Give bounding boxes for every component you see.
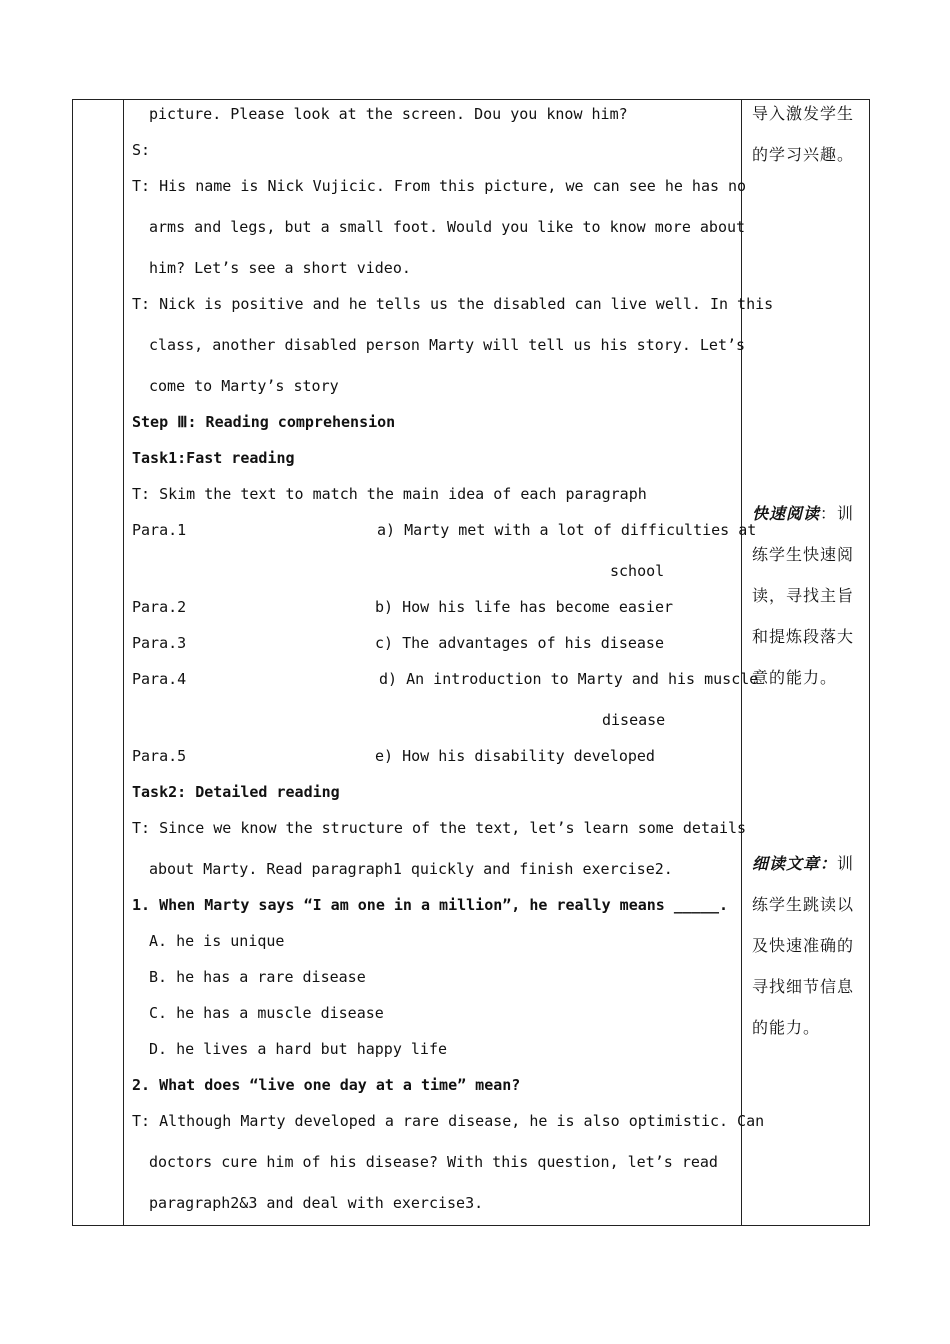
note-line — [752, 504, 864, 524]
answer-option: A. he is unique — [149, 932, 285, 950]
match-option: a) Marty met with a lot of difficulties at — [377, 521, 757, 539]
answer-option: B. he has a rare disease — [149, 968, 366, 986]
column-divider — [741, 100, 742, 1225]
match-option-continued: disease — [602, 711, 666, 729]
task-instruction: T: Skim the text to match the main idea of each paragraph — [132, 485, 647, 503]
note-line: 导入激发学生 — [752, 104, 855, 123]
text-line: T: Since we know the structure of the text, let’s learn some details — [132, 819, 747, 837]
note-line: 寻找细节信息 — [752, 977, 855, 996]
note-line: 练学生快速阅 — [752, 545, 855, 564]
note-line: 的能力。 — [752, 1018, 821, 1037]
step-heading: Step Ⅲ: Reading comprehension — [132, 413, 396, 431]
lesson-plan-table — [72, 99, 870, 1226]
match-para-label: Para.1 — [132, 521, 187, 539]
column-divider — [123, 100, 124, 1225]
text-line: arms and legs, but a small foot. Would you like to know more about — [149, 218, 746, 236]
match-option: d) An introduction to Marty and his muscle — [379, 670, 759, 688]
text-line: T: Although Marty developed a rare disease, he is also optimistic. Can — [132, 1112, 765, 1130]
note-line: 练学生跳读以 — [752, 895, 855, 914]
match-para-label: Para.4 — [132, 670, 187, 688]
note-label: 细读文章： — [752, 854, 838, 873]
question: 1. When Marty says “I am one in a million”, he really means _____. — [132, 896, 729, 914]
text-line: him? Let’s see a short video. — [149, 259, 411, 277]
text: T: His name is Nick Vujicic. From this picture, we can see he has no — [132, 177, 747, 195]
task-heading: Task1:Fast reading — [132, 449, 295, 467]
text-line: class, another disabled person Marty will tell us his story. Let’s — [149, 336, 746, 354]
answer-option: D. he lives a hard but happy life — [149, 1040, 448, 1058]
text-line: picture. Please look at the screen. Dou you know him? — [149, 105, 628, 123]
match-option: b) How his life has become easier — [375, 598, 674, 616]
note-line: 的学习兴趣。 — [752, 145, 855, 164]
note-line: 意的能力。 — [752, 668, 838, 687]
text-line: paragraph2&3 and deal with exercise3. — [149, 1194, 484, 1212]
match-para-label: Para.3 — [132, 634, 187, 652]
match-option: c) The advantages of his disease — [375, 634, 664, 652]
note-text: 训 — [837, 854, 855, 873]
match-option: e) How his disability developed — [375, 747, 655, 765]
note-label: 快速阅读 — [752, 504, 821, 523]
note-line: 及快速准确的 — [752, 936, 855, 955]
match-para-label: Para.5 — [132, 747, 187, 765]
answer-option: C. he has a muscle disease — [149, 1004, 384, 1022]
text-line: T: Nick is positive and he tells us the disabled can live well. In this — [132, 295, 774, 313]
note-line — [752, 854, 864, 874]
note-line: 和提炼段落大 — [752, 627, 855, 646]
text-line — [132, 176, 747, 196]
text-line: doctors cure him of his disease? With this question, let’s read — [149, 1153, 718, 1171]
match-para-label: Para.2 — [132, 598, 187, 616]
text-line: come to Marty’s story — [149, 377, 339, 395]
note-text: ：训 — [820, 504, 855, 523]
note-line: 读，寻找主旨 — [752, 586, 855, 605]
match-option-continued: school — [610, 562, 665, 580]
text-line: about Marty. Read paragraph1 quickly and finish exercise2. — [149, 860, 673, 878]
task-heading: Task2: Detailed reading — [132, 783, 340, 801]
question: 2. What does “live one day at a time” mean? — [132, 1076, 521, 1094]
student-response-line: S: — [132, 141, 151, 159]
